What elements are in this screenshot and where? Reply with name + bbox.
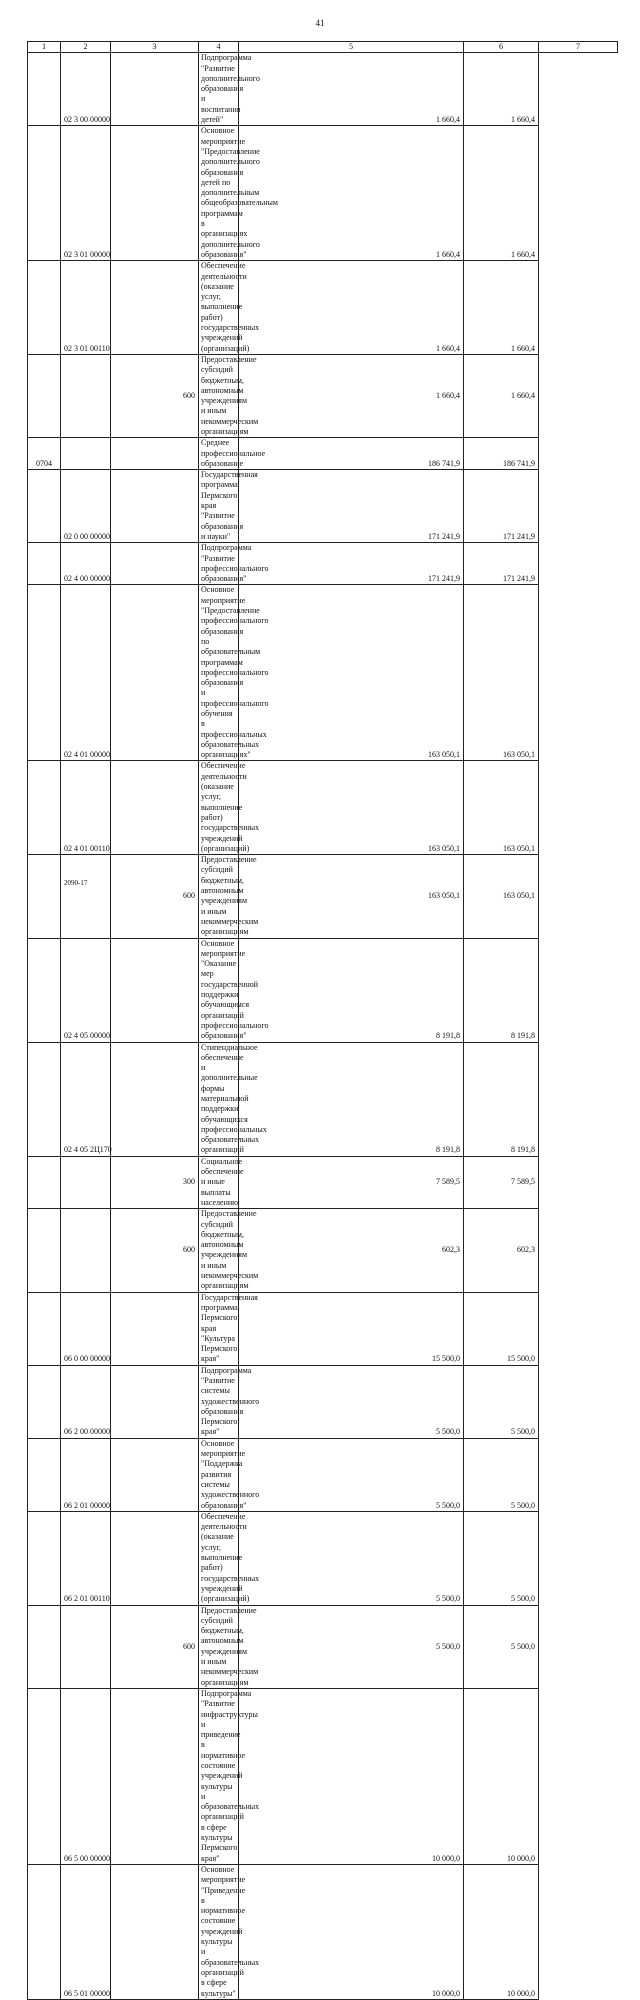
amount-col7-cell: 1 660,4 <box>464 261 539 355</box>
amount-col7-cell: 163 050,1 <box>464 585 539 761</box>
header-cell-3: 3 <box>111 42 199 53</box>
expense-type-cell: 600 <box>111 855 199 938</box>
target-code-cell: 02 4 05 00000 <box>61 938 111 1042</box>
section-code-cell <box>28 1156 61 1208</box>
section-code-cell <box>28 126 61 261</box>
expense-type-cell <box>111 1864 199 1999</box>
target-code-cell <box>61 1156 111 1208</box>
table-row <box>28 470 618 543</box>
amount-col7-cell: 10 000,0 <box>464 1864 539 1999</box>
item-name-cell: Основное мероприятие "Приведение в нормативное состояние учреждений культуры и образовательных организаций в сфере культуры" <box>199 1864 239 1999</box>
item-name-cell: Подпрограмма "Развитие дополнительного образования и воспитания детей" <box>199 53 239 126</box>
target-code-cell: 06 5 00 00000 <box>61 1688 111 1864</box>
section-code-cell <box>28 53 61 126</box>
item-name-cell: Предоставление субсидий бюджетным, автономным учреждениям и иным некоммерческим организациям <box>199 855 239 938</box>
header-cell-6: 6 <box>464 42 539 53</box>
target-code-cell: 02 3 01 00110 <box>61 261 111 355</box>
section-code-cell <box>28 1864 61 1999</box>
item-name-cell: Стипендиальное обеспечение и дополнительные формы материальной поддержки обучающихся профессиональных образовательных организаций <box>199 1042 239 1156</box>
target-code-cell: 06 2 00 00000 <box>61 1365 111 1438</box>
target-code-cell <box>61 1209 111 1292</box>
target-code-cell <box>61 438 111 470</box>
item-name-cell: Предоставление субсидий бюджетным, автономным учреждениям и иным некоммерческим организациям <box>199 354 239 437</box>
table-row <box>28 53 618 126</box>
expense-type-cell <box>111 1438 199 1511</box>
section-code-cell <box>28 543 61 585</box>
amount-col6-cell: 602,3 <box>239 1209 464 1292</box>
amount-col6-cell: 1 660,4 <box>239 126 464 261</box>
expense-type-cell <box>111 761 199 855</box>
target-code-cell: 02 4 01 00000 <box>61 585 111 761</box>
table-row <box>28 1042 618 1156</box>
amount-col7-cell: 8 191,8 <box>464 938 539 1042</box>
amount-col7-cell: 186 741,9 <box>464 438 539 470</box>
amount-col6-cell: 163 050,1 <box>239 585 464 761</box>
expense-type-cell: 600 <box>111 354 199 437</box>
expense-type-cell: 600 <box>111 1209 199 1292</box>
section-code-cell <box>28 1688 61 1864</box>
amount-col7-cell: 171 241,9 <box>464 543 539 585</box>
item-name-cell: Предоставление субсидий бюджетным, автономным учреждениям и иным некоммерческим организациям <box>199 1209 239 1292</box>
expense-type-cell <box>111 126 199 261</box>
expense-type-cell <box>111 470 199 543</box>
amount-col6-cell: 5 500,0 <box>239 1511 464 1605</box>
table-row <box>28 938 618 1042</box>
target-code-cell <box>61 354 111 437</box>
amount-col7-cell: 15 500,0 <box>464 1292 539 1365</box>
target-code-cell: 02 4 00 00000 <box>61 543 111 585</box>
expense-type-cell <box>111 1511 199 1605</box>
section-code-cell <box>28 1209 61 1292</box>
expense-type-cell <box>111 1042 199 1156</box>
expense-type-cell: 600 <box>111 1605 199 1688</box>
section-code-cell <box>28 261 61 355</box>
amount-col6-cell: 5 500,0 <box>239 1605 464 1688</box>
amount-col6-cell: 8 191,8 <box>239 1042 464 1156</box>
amount-col7-cell: 5 500,0 <box>464 1605 539 1688</box>
expense-type-cell <box>111 543 199 585</box>
section-code-cell <box>28 855 61 938</box>
amount-col6-cell: 186 741,9 <box>239 438 464 470</box>
amount-col6-cell: 171 241,9 <box>239 470 464 543</box>
amount-col7-cell: 5 500,0 <box>464 1511 539 1605</box>
expense-type-cell <box>111 438 199 470</box>
section-code-cell <box>28 1292 61 1365</box>
section-code-cell <box>28 1438 61 1511</box>
item-name-cell: Государственная программа Пермского края "Культура Пермского края" <box>199 1292 239 1365</box>
item-name-cell: Основное мероприятие "Оказание мер государственной поддержки обучающимся организаций профессионального образования" <box>199 938 239 1042</box>
amount-col7-cell: 171 241,9 <box>464 470 539 543</box>
target-code-cell: 06 0 00 00000 <box>61 1292 111 1365</box>
amount-col7-cell: 10 000,0 <box>464 1688 539 1864</box>
target-code-cell: 02 4 05 2Ц170 <box>61 1042 111 1156</box>
table-row <box>28 1365 618 1438</box>
section-code-cell <box>28 1042 61 1156</box>
target-code-cell: 02 0 00 00000 <box>61 470 111 543</box>
expense-type-cell <box>111 261 199 355</box>
item-name-cell: Обеспечение деятельности (оказание услуг, выполнение работ) государственных учреждений (организаций) <box>199 1511 239 1605</box>
table-row <box>28 855 618 938</box>
amount-col6-cell: 171 241,9 <box>239 543 464 585</box>
amount-col6-cell: 10 000,0 <box>239 1864 464 1999</box>
section-code-cell <box>28 470 61 543</box>
expense-type-cell <box>111 1292 199 1365</box>
section-code-cell <box>28 1365 61 1438</box>
table-row <box>28 543 618 585</box>
amount-col7-cell: 1 660,4 <box>464 53 539 126</box>
section-code-cell: 0704 <box>28 438 61 470</box>
table-row <box>28 1156 618 1208</box>
expense-type-cell <box>111 938 199 1042</box>
table-row <box>28 1209 618 1292</box>
table-row <box>28 354 618 437</box>
footer-document-code: 2090-17 <box>64 879 88 887</box>
item-name-cell: Основное мероприятие "Предоставление профессионального образования по образовательным программам профессионального образования и профессионального обучения в профессиональных образовательных организациях" <box>199 585 239 761</box>
amount-col7-cell: 5 500,0 <box>464 1365 539 1438</box>
target-code-cell: 06 5 01 00000 <box>61 1864 111 1999</box>
table-row <box>28 1438 618 1511</box>
amount-col7-cell: 163 050,1 <box>464 855 539 938</box>
amount-col6-cell: 15 500,0 <box>239 1292 464 1365</box>
item-name-cell: Предоставление субсидий бюджетным, автономным учреждениям и иным некоммерческим организациям <box>199 1605 239 1688</box>
table-row <box>28 1688 618 1864</box>
section-code-cell <box>28 938 61 1042</box>
expense-type-cell: 300 <box>111 1156 199 1208</box>
table-row <box>28 438 618 470</box>
header-cell-5: 5 <box>239 42 464 53</box>
target-code-cell: 02 4 01 00110 <box>61 761 111 855</box>
expense-type-cell <box>111 53 199 126</box>
amount-col6-cell: 1 660,4 <box>239 53 464 126</box>
amount-col6-cell: 5 500,0 <box>239 1438 464 1511</box>
budget-table <box>27 41 618 2000</box>
expense-type-cell <box>111 585 199 761</box>
target-code-cell <box>61 855 111 938</box>
amount-col6-cell: 1 660,4 <box>239 354 464 437</box>
amount-col7-cell: 1 660,4 <box>464 126 539 261</box>
item-name-cell: Социальное обеспечение и иные выплаты населению <box>199 1156 239 1208</box>
section-code-cell <box>28 585 61 761</box>
item-name-cell: Обеспечение деятельности (оказание услуг, выполнение работ) государственных учреждений (организаций) <box>199 761 239 855</box>
amount-col7-cell: 5 500,0 <box>464 1438 539 1511</box>
target-code-cell: 06 2 01 00000 <box>61 1438 111 1511</box>
item-name-cell: Подпрограмма "Развитие инфраструктуры и приведение в нормативное состояние учреждений культуры и образовательных организаций в сфере культуры Пермского края" <box>199 1688 239 1864</box>
amount-col7-cell: 602,3 <box>464 1209 539 1292</box>
amount-col6-cell: 8 191,8 <box>239 938 464 1042</box>
amount-col7-cell: 8 191,8 <box>464 1042 539 1156</box>
header-cell-1: 1 <box>28 42 61 53</box>
header-cell-2: 2 <box>61 42 111 53</box>
amount-col7-cell: 7 589,5 <box>464 1156 539 1208</box>
item-name-cell: Государственная программа Пермского края "Развитие образования и науки" <box>199 470 239 543</box>
table-row <box>28 761 618 855</box>
target-code-cell: 02 3 00 00000 <box>61 53 111 126</box>
expense-type-cell <box>111 1688 199 1864</box>
item-name-cell: Подпрограмма "Развитие системы художественного образования Пермского края" <box>199 1365 239 1438</box>
amount-col7-cell: 1 660,4 <box>464 354 539 437</box>
item-name-cell: Среднее профессиональное образование <box>199 438 239 470</box>
table-row <box>28 1605 618 1688</box>
table-row <box>28 1864 618 1999</box>
table-row <box>28 261 618 355</box>
table-header-row <box>28 42 618 53</box>
page-number: 41 <box>315 18 325 28</box>
section-code-cell <box>28 354 61 437</box>
amount-col6-cell: 7 589,5 <box>239 1156 464 1208</box>
item-name-cell: Обеспечение деятельности (оказание услуг, выполнение работ) государственных учреждений (организаций) <box>199 261 239 355</box>
table-row <box>28 126 618 261</box>
item-name-cell: Основное мероприятие "Поддержка развития системы художественного образования" <box>199 1438 239 1511</box>
table-row <box>28 1292 618 1365</box>
table-row <box>28 1511 618 1605</box>
amount-col6-cell: 10 000,0 <box>239 1688 464 1864</box>
amount-col6-cell: 1 660,4 <box>239 261 464 355</box>
target-code-cell: 06 2 01 00110 <box>61 1511 111 1605</box>
amount-col6-cell: 163 050,1 <box>239 855 464 938</box>
item-name-cell: Основное мероприятие "Предоставление дополнительного образования детей по дополнительным общеобразовательным программам в организациях дополнительного образования" <box>199 126 239 261</box>
header-cell-7: 7 <box>539 42 618 53</box>
section-code-cell <box>28 1605 61 1688</box>
target-code-cell <box>61 1605 111 1688</box>
amount-col6-cell: 5 500,0 <box>239 1365 464 1438</box>
table-row <box>28 585 618 761</box>
header-cell-4: 4 <box>199 42 239 53</box>
section-code-cell <box>28 761 61 855</box>
section-code-cell <box>28 1511 61 1605</box>
expense-type-cell <box>111 1365 199 1438</box>
target-code-cell: 02 3 01 00000 <box>61 126 111 261</box>
item-name-cell: Подпрограмма "Развитие профессионального образования" <box>199 543 239 585</box>
amount-col6-cell: 163 050,1 <box>239 761 464 855</box>
amount-col7-cell: 163 050,1 <box>464 761 539 855</box>
